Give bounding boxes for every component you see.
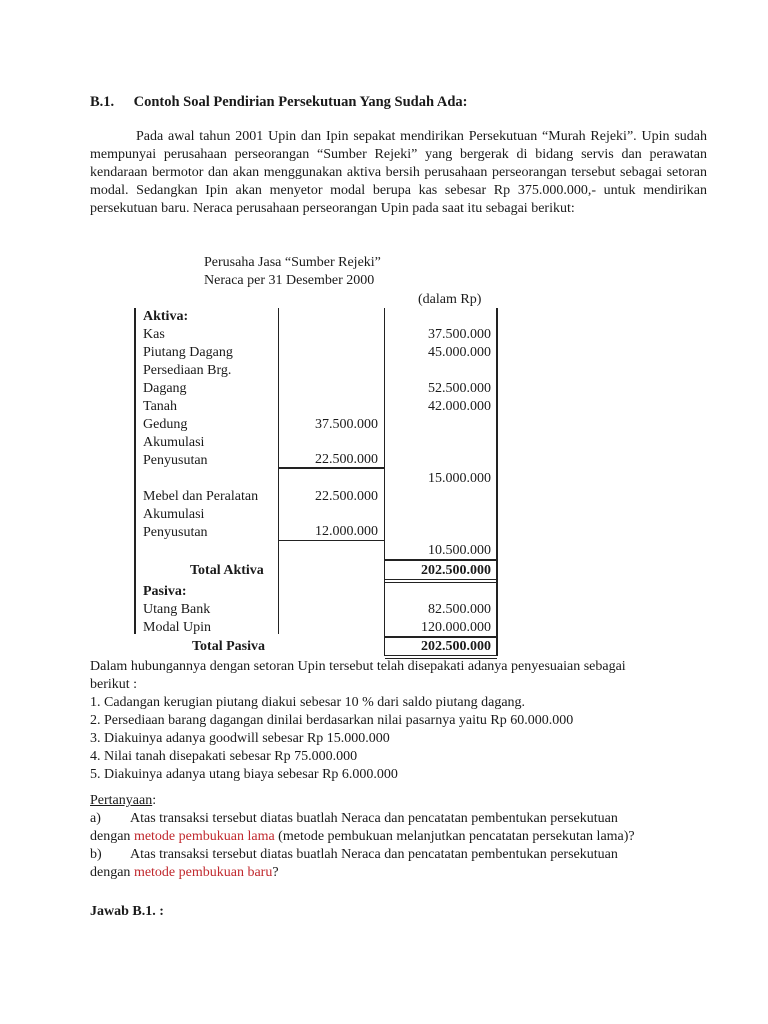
row-value: 52.500.000 <box>428 381 491 396</box>
balance-sheet-title: Neraca per 31 Desember 2000 <box>204 273 375 288</box>
adjustments-intro-line2: berikut : <box>90 677 138 692</box>
row-value: 42.000.000 <box>428 399 491 414</box>
table-right-border <box>496 308 498 656</box>
section-number: B.1. <box>90 94 115 110</box>
row-value: 82.500.000 <box>428 602 491 617</box>
adjustment-item: 5. Diakuinya adanya utang biaya sebesar Rp 6.000.000 <box>90 767 398 782</box>
table-left-border <box>134 308 136 634</box>
highlight-metode-baru: metode pembukuan baru <box>133 865 273 880</box>
intro-text: Pada awal tahun 2001 Upin dan Ipin sepakat mendirikan Persekutuan “Murah Rejeki”. Upin sudah mempunyai perusahaan perseorangan “Sumber Rejeki” yang bergerak di bidang servis dan perawatan kendaraan bermotor dan akan menggunakan aktiva bersih perusahaan perseorangan tersebut sebagai setoran modal. Sedangkan Ipin akan menyetor modal berupa kas sebesar Rp 375.000.000,- untuk mendirikan persekutuan baru. Neraca perusahaan perseorangan Upin pada saat itu sebagai berikut: <box>90 129 707 216</box>
adjustment-item: 4. Nilai tanah disepakati sebesar Rp 75.000.000 <box>90 749 358 764</box>
adjustment-item: 1. Cadangan kerugian piutang diakui sebesar 10 % dari saldo piutang dagang. <box>90 695 526 710</box>
row-label: Dagang <box>143 381 187 396</box>
total-aktiva-value: 202.500.000 <box>421 563 491 578</box>
aktiva-header: Aktiva: <box>143 309 189 324</box>
row-value: 45.000.000 <box>428 345 491 360</box>
total-pasiva-value: 202.500.000 <box>421 639 491 654</box>
company-name: Perusaha Jasa “Sumber Rejeki” <box>204 255 381 270</box>
row-mid-value: 12.000.000 <box>315 524 378 539</box>
row-label: Mebel dan Peralatan <box>143 489 259 504</box>
row-value: 10.500.000 <box>428 543 491 558</box>
row-label: Akumulasi <box>143 507 205 522</box>
row-label: Akumulasi <box>143 435 205 450</box>
row-value: 37.500.000 <box>428 327 491 342</box>
row-mid-value: 22.500.000 <box>315 489 378 504</box>
questions-label: Pertanyaan: <box>90 793 157 808</box>
adjustments-intro-line1: Dalam hubungannya dengan setoran Upin tersebut telah disepakati adanya penyesuaian sebagai <box>90 659 626 674</box>
currency-unit: (dalam Rp) <box>418 292 482 307</box>
total-aktiva-bottom-line-2 <box>385 582 497 583</box>
row-label: Kas <box>143 327 165 342</box>
adjustment-item: 3. Diakuinya adanya goodwill sebesar Rp 15.000.000 <box>90 731 390 746</box>
question-a-line2: dengan metode pembukuan lama (metode pembukuan melanjutkan pencatatan persekutan lama)? <box>90 829 635 844</box>
section-title: Contoh Soal Pendirian Persekutuan Yang Sudah Ada: <box>133 94 468 110</box>
section-heading <box>90 94 467 111</box>
row-label: Gedung <box>143 417 188 432</box>
table-mid-border <box>278 308 279 634</box>
row-label: Piutang Dagang <box>143 345 233 360</box>
row-value: 15.000.000 <box>428 471 491 486</box>
row-value: 120.000.000 <box>421 620 491 635</box>
total-pasiva-label: Total Pasiva <box>192 639 265 654</box>
question-a: a) Atas transaksi tersebut diatas buatlah Neraca dan pencatatan pembentukan persekutuan <box>90 811 618 826</box>
pasiva-header: Pasiva: <box>143 584 187 599</box>
row-label: Penyusutan <box>143 453 208 468</box>
question-b: b) Atas transaksi tersebut diatas buatlah Neraca dan pencatatan pembentukan persekutuan <box>90 847 618 862</box>
row-label: Penyusutan <box>143 525 208 540</box>
row-label: Persediaan Brg. <box>143 363 232 378</box>
row-label: Utang Bank <box>143 602 211 617</box>
row-label: Tanah <box>143 399 178 414</box>
question-b-line2: dengan metode pembukuan baru? <box>90 865 279 880</box>
row-mid-value: 37.500.000 <box>315 417 378 432</box>
row-label: Modal Upin <box>143 620 212 635</box>
row-mid-value: 22.500.000 <box>315 452 378 467</box>
intro-paragraph <box>90 128 707 218</box>
adjustment-item: 2. Persediaan barang dagangan dinilai berdasarkan nilai pasarnya yaitu Rp 60.000.000 <box>90 713 574 728</box>
answer-heading: Jawab B.1. : <box>90 904 164 919</box>
table-right-mid-border <box>384 308 385 656</box>
total-aktiva-label: Total Aktiva <box>190 563 264 578</box>
highlight-metode-lama: metode pembukuan lama <box>133 829 275 844</box>
